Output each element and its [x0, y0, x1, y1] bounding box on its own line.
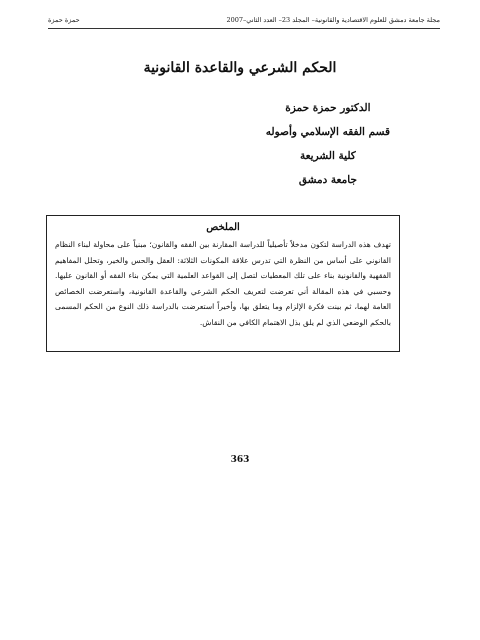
author-name: الدكتور حمزة حمزة: [285, 102, 371, 114]
journal-info: مجلة جامعة دمشق للعلوم الاقتصادية والقانونية– المجلد 23– العدد الثاني–2007: [226, 16, 440, 24]
author-faculty: كلية الشريعة: [299, 150, 356, 162]
header-author: حمزة حمزة: [48, 16, 80, 24]
author-department: قسم الفقه الإسلامي وأصوله: [265, 126, 390, 138]
running-header: [48, 14, 440, 29]
paper-title: الحكم الشرعي والقاعدة القانونية: [143, 60, 337, 76]
abstract-heading: الملخص: [206, 222, 240, 233]
author-block: [266, 96, 390, 192]
page-number: 363: [230, 455, 250, 465]
author-university: جامعة دمشق: [298, 174, 357, 186]
abstract-box: [46, 215, 400, 352]
abstract-text: تهدف هذه الدراسة لتكون مدخلاً تأصيلياً للدراسة المقارنة بين الفقه والقانون؛ مبنياً على محاولة لبناء النظام القانوني على أساس من النظرة التي تدرس علاقة المكونات الثلاثة: العقل والحس والخير، وتحلل المفاهيم الفقهية والقانونية بناء على تلك المعطيات لتصل إلى القواعد العلمية التي يمكن بناء الفقه أو القانون عليها. وحسبي في هذه المقالة أني تعرضت لتعريف الحكم الشرعي والقاعدة القانونية، واستعرضت الخصائص العامة لهما، ثم بينت فكرة الإلزام وما يتعلق بها، وأخيراً استعرضت بالدراسة ذلك النوع من الحكم المسمى بالحكم الوضعي الذي لم يلق بذل الاهتمام الكافي من النقاش.: [55, 240, 391, 327]
